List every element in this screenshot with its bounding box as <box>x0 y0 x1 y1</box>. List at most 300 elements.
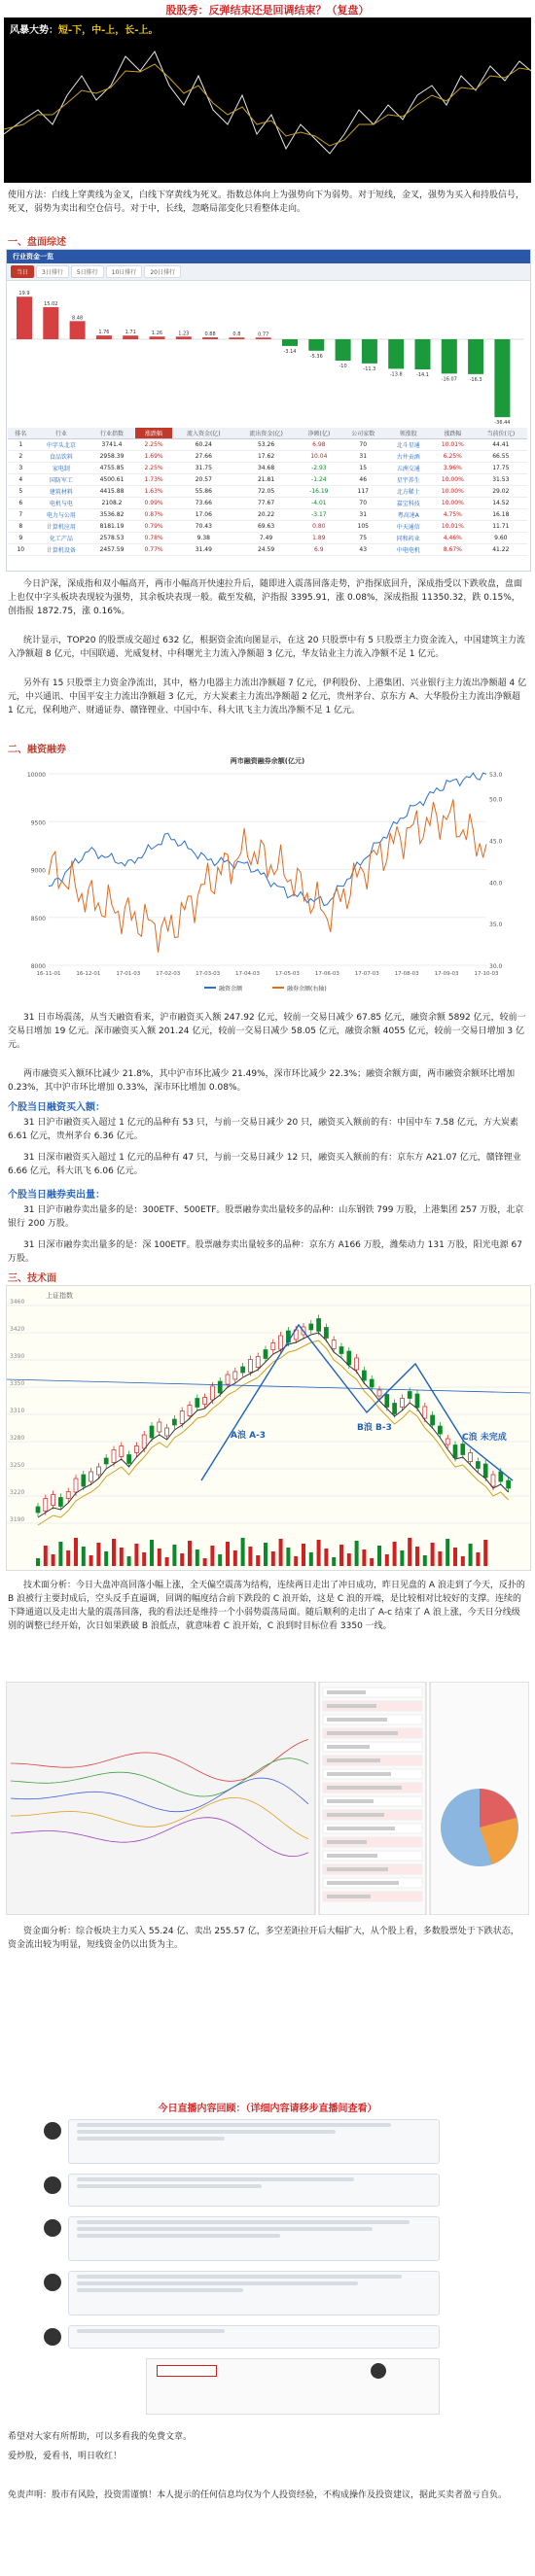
table-cell: 2.25% <box>135 463 172 474</box>
table-row[interactable] <box>8 486 527 498</box>
table-cell: -4.01 <box>298 498 340 509</box>
volume-bar <box>196 1549 199 1566</box>
volume-bar <box>112 1539 116 1566</box>
table-cell: 66.55 <box>475 451 527 463</box>
volume-bar <box>393 1542 397 1566</box>
industry-bar <box>150 336 165 339</box>
x-tick: 17-01-03 <box>116 971 141 977</box>
table-cell: 4415.88 <box>89 486 135 498</box>
table-cell: 北斗星通 <box>386 439 432 451</box>
col-price: 当前价(元) <box>475 428 527 439</box>
x-tick: 16-11-01 <box>36 971 61 977</box>
collage-row-text <box>327 1758 380 1762</box>
footer-line-1: 希望对大家有所帮助，可以多看我的免费文章。 <box>8 2432 193 2442</box>
kline-svg <box>7 1286 530 1570</box>
stock-paragraph-4: 31 日深市融券卖出量多的是：深 100ETF。股票融券卖出量较多的品种：京东方 A166 万股，潍柴动力 131 万股，阳光电源 67 万股。 <box>8 1240 522 1264</box>
table-cell: 31.49 <box>172 544 234 556</box>
industry-bar-label: -36.44 <box>494 420 511 427</box>
candle-body <box>180 1411 184 1424</box>
volume-bar <box>104 1551 108 1566</box>
volume-bar <box>279 1539 283 1566</box>
volume-bar <box>226 1542 230 1566</box>
table-cell: 4755.85 <box>89 463 135 474</box>
table-row[interactable] <box>8 533 527 544</box>
candle-body <box>507 1480 511 1488</box>
margin-paragraph-1: 31 日市场震荡，从当天融资看来，沪市融资买入额 247.92 亿元，较前一交易日减少 67.85 亿元，融资余额 5892 亿元，较前一交易日增加 19 亿元。深市融资买入额 201.24 亿元，较前一交易日减少 58.05 亿元，融资余额 4055 亿元，较前一交易日增加 3 亿元。 <box>8 1013 526 1050</box>
qa-red-box <box>157 2365 217 2377</box>
volume-bar <box>415 1547 419 1566</box>
industry-bar <box>442 339 457 373</box>
volume-bar <box>142 1552 146 1566</box>
volume-bar <box>453 1548 457 1566</box>
y-tick: 3310 <box>10 1408 25 1414</box>
volume-bar <box>44 1546 48 1566</box>
table-row[interactable] <box>8 498 527 509</box>
section-market-heading: 一、盘面综述 <box>8 237 66 248</box>
candle-body <box>36 1507 40 1513</box>
qa-card-2 <box>68 2174 440 2207</box>
trend-yellow-line <box>4 64 531 146</box>
candle-body <box>355 1358 359 1370</box>
candle-body <box>476 1462 480 1469</box>
industry-bar-label: 8.48 <box>72 315 84 322</box>
candle-body <box>134 1446 138 1453</box>
candle-body <box>264 1350 268 1359</box>
volume-bar <box>385 1554 389 1566</box>
volume-bar <box>271 1551 275 1566</box>
table-cell: 70 <box>340 439 386 451</box>
x-tick: 16-12-01 <box>76 971 101 977</box>
candle-body <box>196 1399 199 1408</box>
margin-paragraph-2: 两市融资买入额环比减少 21.8%，其中沪市环比减少 21.49%，深市环比减少 22.3%；融资余额方面，两市融资余额环比增加 0.23%，其中沪市环比增加 0.33%，深市环比增加 0.08%。 <box>8 1069 516 1093</box>
table-cell: 27.66 <box>172 451 234 463</box>
trend-value: 短-下，中-上，长-上。 <box>58 25 159 36</box>
table-cell: 31 <box>340 509 386 521</box>
table-cell: 2.25% <box>135 439 172 451</box>
table-cell: 电机与电 <box>34 498 89 509</box>
candle-body <box>226 1375 230 1384</box>
volume-bar <box>52 1554 55 1566</box>
table-cell: 24.59 <box>234 544 297 556</box>
y-tick: 3390 <box>10 1353 25 1360</box>
candle-body <box>127 1455 131 1464</box>
table-cell: 31.75 <box>172 463 234 474</box>
trend-chart <box>4 17 531 183</box>
qa-card-5 <box>68 2325 440 2349</box>
volume-bar <box>347 1553 351 1566</box>
trend-white-line <box>4 52 531 154</box>
table-cell: 72.05 <box>234 486 297 498</box>
candle-body <box>203 1398 207 1405</box>
tech-paragraph-1: 技术面分析：今日大盘冲高回落小幅上涨，全天偏空震荡为结构，连续两日走出了冲日成功，昨日见盘的 A 浪走到了今天，反扑的 B 浪被行主要封成后，空头反手直逼调，回调的幅度结合前下跌段的 C 浪开始，这是 C 浪的开端，是比较相对比较好的支撑。连续的下降通道以及走出大量的震荡回落，我的看法还是维持一个小弱势震荡局面。随后顺利的走出了 A-c 结束了 A 浪上涨，今天日分线级别的调整已经开始，次日如果跌破 B 浪低点，就意味着 C 浪开始，C 浪到时目标位看 3350 一线。 <box>8 1581 525 1631</box>
table-cell: 4.46% <box>431 533 475 544</box>
table-cell: 4 <box>8 474 34 486</box>
trend-label <box>10 21 158 36</box>
industry-bar <box>282 339 298 346</box>
table-cell: 3536.82 <box>89 509 135 521</box>
industry-panel-header: 行业资金一览 <box>7 250 530 263</box>
y-right-tick: 53.0 <box>489 772 503 779</box>
table-cell: 15 <box>340 463 386 474</box>
volume-bar <box>339 1545 343 1566</box>
table-cell: 2457.59 <box>89 544 135 556</box>
volume-bar <box>264 1543 268 1566</box>
y-right-tick: 35.0 <box>489 922 503 929</box>
candle-body <box>453 1445 457 1458</box>
x-tick: 17-02-03 <box>156 971 181 977</box>
industry-bar-label: 0.8 <box>232 331 241 338</box>
legend-label: 融资余额 <box>219 986 243 992</box>
table-cell: 6 <box>8 498 34 509</box>
qa-card-lines <box>69 2220 439 2238</box>
candle-body <box>44 1499 48 1512</box>
table-cell: 2958.39 <box>89 451 135 463</box>
volume-bar <box>233 1550 237 1566</box>
industry-bar-label: 1.76 <box>98 330 110 336</box>
table-row[interactable] <box>8 544 527 556</box>
table-cell: 嘉宝科技 <box>386 498 432 509</box>
candle-body <box>408 1392 411 1399</box>
table-cell: 10.00% <box>431 486 475 498</box>
qa-card-6 <box>146 2358 440 2415</box>
table-cell: 46 <box>340 474 386 486</box>
table-cell: 105 <box>340 521 386 533</box>
table-cell: 70 <box>340 498 386 509</box>
volume-bar <box>36 1558 40 1566</box>
table-cell: 4.75% <box>431 509 475 521</box>
table-cell: 29.02 <box>475 486 527 498</box>
y-left-tick: 9000 <box>30 867 46 875</box>
table-cell: -16.19 <box>298 486 340 498</box>
table-cell: 电力与公用 <box>34 509 89 521</box>
table-cell: 9.38 <box>172 533 234 544</box>
table-cell: 3741.4 <box>89 439 135 451</box>
volume-bar <box>96 1543 100 1566</box>
candle-body <box>150 1426 154 1438</box>
table-cell: 国防军工 <box>34 474 89 486</box>
candle-body <box>469 1453 473 1462</box>
table-cell: 53.26 <box>234 439 297 451</box>
table-row[interactable] <box>8 521 527 533</box>
x-tick: 17-06-03 <box>314 971 339 977</box>
candle-body <box>188 1406 192 1416</box>
volume-bar <box>377 1546 381 1566</box>
volume-bar <box>309 1552 313 1566</box>
qa-card-4 <box>68 2271 440 2315</box>
table-cell: 3 <box>8 463 34 474</box>
volume-bar <box>120 1548 124 1566</box>
col-industry: 行业 <box>34 428 89 439</box>
industry-bar-label: 1.23 <box>178 331 190 337</box>
qa-card-1 <box>68 2119 440 2164</box>
table-row[interactable] <box>8 474 527 486</box>
y-tick: 3250 <box>10 1462 25 1469</box>
industry-bar-label: -16.3 <box>469 376 482 383</box>
footer-line-2: 爱炒股，爱看书，明日收红！ <box>8 2452 123 2461</box>
volume-bar <box>355 1541 359 1566</box>
table-row[interactable] <box>8 463 527 474</box>
collage-row-text <box>327 1718 387 1722</box>
collage-row-text <box>327 1704 376 1708</box>
table-cell: 2 <box>8 451 34 463</box>
table-cell: 古井贡酒 <box>386 451 432 463</box>
industry-bar <box>123 335 138 339</box>
industry-bar-label: -13.8 <box>389 371 403 378</box>
series-line-short <box>49 799 486 953</box>
industry-bar-label: -5.36 <box>309 353 323 360</box>
candle-body <box>158 1422 161 1432</box>
candle-body <box>499 1472 503 1481</box>
industry-bar-label: 0.77 <box>258 331 269 338</box>
candle-body <box>96 1467 100 1475</box>
candle-body <box>112 1450 116 1463</box>
volume-bar <box>127 1556 131 1566</box>
y-right-tick: 40.0 <box>489 880 503 888</box>
table-cell: 9 <box>8 533 34 544</box>
collage-row-text <box>327 1895 371 1898</box>
industry-bar-chart <box>7 281 528 427</box>
table-cell: 17.06 <box>172 509 234 521</box>
collage-row-text <box>327 1690 366 1694</box>
table-cell: 69.63 <box>234 521 297 533</box>
table-cell: 1 <box>8 439 34 451</box>
y-tick: 3350 <box>10 1380 25 1387</box>
volume-bar <box>203 1558 207 1566</box>
table-cell: 34.68 <box>234 463 297 474</box>
volume-bar <box>210 1546 214 1566</box>
x-tick: 17-09-03 <box>434 971 459 977</box>
y-right-tick: 45.0 <box>489 838 503 846</box>
table-cell: 10.00% <box>431 474 475 486</box>
margin-chart-title: 两市融资融券余额(亿元) <box>230 757 305 765</box>
col-outflow: 流出资金(亿) <box>234 428 297 439</box>
table-cell: 1.73% <box>135 474 172 486</box>
industry-bar-label: -14.1 <box>416 372 429 379</box>
table-cell: -2.93 <box>298 463 340 474</box>
table-cell: 8.67% <box>431 544 475 556</box>
qa-avatar-icon <box>44 2122 61 2140</box>
volume-bar <box>188 1541 192 1566</box>
tab-5day[interactable]: 5日排行 <box>71 265 104 278</box>
x-tick: 17-03-03 <box>196 971 221 977</box>
volume-bar <box>446 1539 449 1566</box>
industry-bar-label: -10 <box>339 364 347 369</box>
qa-card-lines <box>69 2177 439 2188</box>
table-row[interactable] <box>8 451 527 463</box>
col-leader-change: 涨跌幅 <box>431 428 475 439</box>
margin-chart-svg <box>10 766 525 997</box>
qa-avatar-icon <box>44 2274 61 2291</box>
volume-bar <box>332 1557 336 1566</box>
candle-body <box>89 1472 93 1481</box>
x-tick: 17-10-03 <box>474 971 499 977</box>
y-tick: 3460 <box>10 1299 25 1305</box>
table-cell: 7.49 <box>234 533 297 544</box>
tab-today[interactable]: 当日 <box>11 265 34 278</box>
table-cell: 1.69% <box>135 451 172 463</box>
candle-body <box>52 1495 55 1506</box>
qa-avatar-icon <box>371 2363 386 2379</box>
volume-bar <box>180 1553 184 1566</box>
market-paragraph-1: 今日沪深，深成指和双小幅高开，两市小幅高开快速拉升后，随即进入震荡回落走势，沪指探底回升，深成指受以下跌收盘，盘面上也仅中字头板块表现较为强势，其余板块表现一般。截至发稿，沪指报 3395.91，涨 0.08%，深成指报 11350.32，跌 0.15%，创指报 1872.75，涨 0.16%。 <box>8 579 523 616</box>
volume-bar <box>408 1538 411 1566</box>
volume-bar <box>172 1545 176 1566</box>
table-cell: 31 <box>340 451 386 463</box>
volume-bar <box>134 1544 138 1566</box>
margin-chart <box>10 756 525 1001</box>
table-cell: 0.87% <box>135 509 172 521</box>
candle-body <box>324 1328 328 1339</box>
candle-body <box>423 1407 427 1418</box>
candle-body <box>491 1475 495 1486</box>
y-left-tick: 10000 <box>26 772 46 779</box>
candle-body <box>317 1319 321 1332</box>
candle-body <box>256 1357 260 1368</box>
candle-body <box>431 1415 435 1425</box>
table-cell: 0.80 <box>298 521 340 533</box>
kline-chart <box>6 1285 531 1571</box>
col-count: 公司家数 <box>340 428 386 439</box>
collage-row-text <box>327 1840 367 1844</box>
qa-avatar-icon <box>44 2328 61 2346</box>
table-row[interactable] <box>8 509 527 521</box>
volume-bar <box>82 1547 86 1566</box>
kline-title: 上证指数 <box>46 1292 73 1300</box>
industry-bar <box>70 321 86 339</box>
candle-body <box>142 1435 146 1448</box>
candle-body <box>385 1395 389 1408</box>
col-net: 净额(亿) <box>298 428 340 439</box>
table-cell: 星宇养生 <box>386 474 432 486</box>
candle-body <box>58 1498 62 1507</box>
y-tick: 3190 <box>10 1516 25 1523</box>
volume-bar <box>241 1538 245 1566</box>
wave-a-label: A浪 A-3 <box>231 1431 267 1441</box>
table-cell: 21.81 <box>234 474 297 486</box>
candle-body <box>438 1426 442 1434</box>
y-left-tick: 9500 <box>30 819 46 827</box>
table-cell: 10.00% <box>431 498 475 509</box>
volume-bar <box>362 1549 366 1566</box>
col-inflow: 流入资金(亿) <box>172 428 234 439</box>
industry-bar-label: 15.02 <box>44 300 58 307</box>
candle-body <box>82 1475 86 1486</box>
trend-line <box>7 1379 530 1393</box>
table-cell: 计算机设备 <box>34 544 89 556</box>
table-cell: 中字头北京 <box>34 439 89 451</box>
col-index: 行业指数 <box>89 428 135 439</box>
collage-svg <box>6 1682 529 1915</box>
tab-10day[interactable]: 10日排行 <box>106 265 143 278</box>
wave-line <box>201 1325 513 1480</box>
table-cell: 8 <box>8 521 34 533</box>
candle-body <box>400 1399 404 1408</box>
volume-bar <box>302 1544 305 1566</box>
qa-avatar-icon <box>44 2176 61 2194</box>
tech-paragraph-2: 资金面分析：综合板块主力买入 55.24 亿、卖出 255.57 亿，多空差距拉开后大幅扩大，从个股上看，多数股票处于下跌状态，资金流出较为明显，短线资金仍以出货为主。 <box>8 1927 519 1950</box>
table-cell: 44.41 <box>475 439 527 451</box>
volume-bar <box>294 1556 298 1566</box>
table-row[interactable] <box>8 439 527 451</box>
table-cell: 60.24 <box>172 439 234 451</box>
volume-bar <box>431 1543 435 1566</box>
qa-avatar-icon <box>44 2219 61 2237</box>
x-tick: 17-07-03 <box>354 971 379 977</box>
industry-bar <box>308 339 324 351</box>
y-right-tick: 30.0 <box>489 963 503 970</box>
y-left-tick: 8000 <box>30 963 46 970</box>
candle-body <box>279 1336 283 1349</box>
volume-bar <box>248 1547 252 1566</box>
stock-paragraph-3: 31 日沪市融券卖出量多的是：300ETF、500ETF。股票融券卖出量较多的品种：山东钢铁 799 万股，上港集团 257 万股，北京银行 200 万股。 <box>8 1205 524 1229</box>
table-cell: 0.79% <box>135 521 172 533</box>
volume-bar <box>218 1554 222 1566</box>
table-cell: -3.17 <box>298 509 340 521</box>
col-change[interactable]: 涨跌幅 <box>135 428 172 439</box>
collage-row-text <box>327 1745 370 1749</box>
industry-bar <box>96 335 112 339</box>
candle-body <box>120 1446 124 1457</box>
table-cell: 计算机应用 <box>34 521 89 533</box>
tab-3day[interactable]: 3日排行 <box>36 265 69 278</box>
series-line-financing <box>49 773 486 905</box>
collage-row-text <box>327 1786 402 1790</box>
table-cell: 20.22 <box>234 509 297 521</box>
industry-bar-label: 19.9 <box>18 291 30 297</box>
candle-body <box>339 1347 343 1354</box>
table-cell: 粤高速A <box>386 509 432 521</box>
candle-body <box>446 1439 449 1445</box>
table-cell: 1.63% <box>135 486 172 498</box>
table-cell: 10.01% <box>431 521 475 533</box>
industry-bar <box>388 339 404 368</box>
tab-20day[interactable]: 20日排行 <box>144 265 181 278</box>
table-cell: 6.9 <box>298 544 340 556</box>
table-cell: 75 <box>340 533 386 544</box>
candle-body <box>393 1404 397 1414</box>
table-cell: 14.52 <box>475 498 527 509</box>
y-tick: 3280 <box>10 1435 25 1442</box>
table-cell: 16.18 <box>475 509 527 521</box>
candle-body <box>241 1367 245 1373</box>
industry-bar <box>256 337 271 339</box>
table-cell: 0.77% <box>135 544 172 556</box>
volume-bar <box>158 1549 161 1566</box>
candle-body <box>377 1390 381 1396</box>
industry-bar <box>229 337 244 339</box>
volume-bar <box>150 1540 154 1566</box>
table-cell: 6.98 <box>298 439 340 451</box>
industry-bar <box>202 337 218 339</box>
market-paragraph-2: 统计显示，TOP20 的股票成交超过 632 亿，根据资金流向图显示，在这 20 只股票中有 5 只股票主力资金流入，中国建筑主力流入净额超 8 亿元，中国联通、光威复材、中科曙光主力流入净额超 3 亿元，华友钴业主力流入净额不足 1 亿元。 <box>8 636 525 659</box>
volume-bar <box>165 1557 169 1566</box>
table-cell: 73.66 <box>172 498 234 509</box>
table-cell: 0.99% <box>135 498 172 509</box>
y-tick: 3220 <box>10 1489 25 1496</box>
volume-bar <box>286 1548 290 1566</box>
candle-body <box>248 1360 252 1373</box>
industry-bar <box>176 336 192 339</box>
collage-row-text <box>327 1731 398 1735</box>
table-cell: 中天通信 <box>386 521 432 533</box>
x-tick: 17-08-03 <box>394 971 419 977</box>
table-cell: 11.71 <box>475 521 527 533</box>
table-cell: 五洲交通 <box>386 463 432 474</box>
table-cell: 17.62 <box>234 451 297 463</box>
industry-table-header <box>8 428 527 439</box>
industry-tabbar <box>7 263 530 281</box>
table-cell: 10.01% <box>431 439 475 451</box>
